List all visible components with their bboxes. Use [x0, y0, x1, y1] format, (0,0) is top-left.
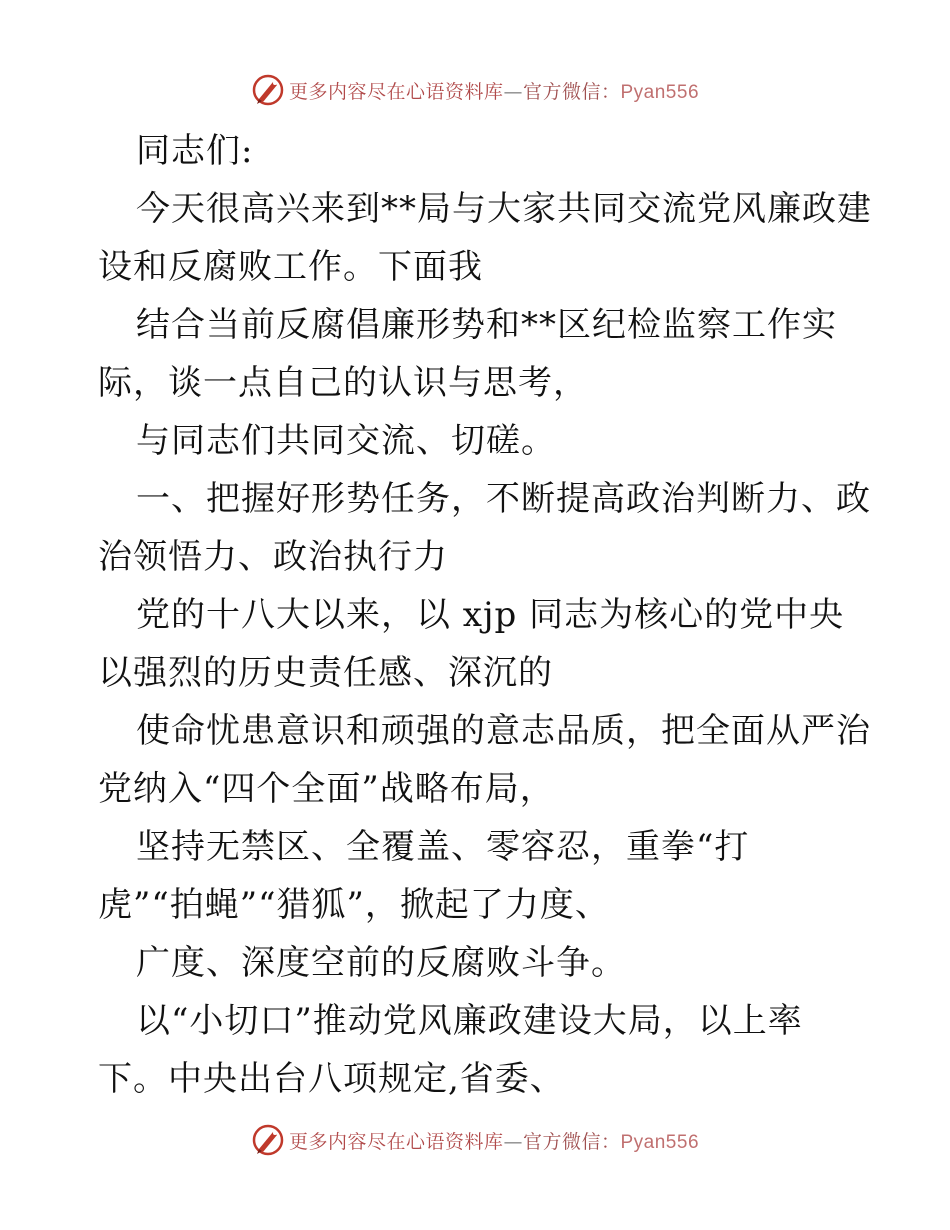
- paragraph-line: 设和反腐败工作。下面我: [98, 247, 483, 287]
- paragraph-line: 党纳入“四个全面”战略布局，: [98, 769, 555, 809]
- paragraph-line: 下。中央出台八项规定,省委、: [98, 1059, 565, 1099]
- paragraph-line: 一、把握好形势任务，不断提高政治判断力、政: [136, 479, 871, 519]
- watermark-wechat-id: Pyan556: [620, 81, 700, 103]
- watermark-main-text: 更多内容尽在心语资料库: [288, 80, 504, 103]
- watermark-wechat-label: 官方微信：: [522, 80, 621, 103]
- paragraph-line: 以“小切口”推动党风廉政建设大局，以上率: [136, 1001, 803, 1041]
- watermark-separator: —: [503, 80, 523, 103]
- paragraph-line: 治领悟力、政治执行力: [98, 537, 448, 577]
- paragraph-line: 以强烈的历史责任感、深沉的: [98, 653, 553, 693]
- header-watermark: [0, 70, 950, 110]
- paragraph-line: 结合当前反腐倡廉形势和**区纪检监察工作实: [136, 305, 837, 345]
- document-body: [98, 122, 872, 1108]
- paragraph-line: 际，谈一点自己的认识与思考，: [98, 363, 588, 403]
- footer-watermark: [0, 1120, 950, 1160]
- paragraph-line: 今天很高兴来到**局与大家共同交流党风廉政建: [136, 189, 872, 229]
- watermark-wechat-id: Pyan556: [620, 1131, 700, 1153]
- paragraph-line: 广度、深度空前的反腐败斗争。: [136, 943, 626, 983]
- paragraph-line: 坚持无禁区、全覆盖、零容忍，重拳“打: [136, 827, 750, 867]
- watermark-main-text: 更多内容尽在心语资料库: [288, 1130, 504, 1153]
- paragraph-line: 虎”“拍蝇”“猎狐”，掀起了力度、: [98, 885, 610, 925]
- paragraph-line: 与同志们共同交流、切磋。: [136, 421, 556, 461]
- paragraph-line: 同志们:: [136, 131, 254, 171]
- pen-logo-icon: [251, 73, 285, 107]
- watermark-separator: —: [503, 1130, 523, 1153]
- paragraph-line: 党的十八大以来，以 xjp 同志为核心的党中央: [136, 595, 845, 635]
- paragraph-line: 使命忧患意识和顽强的意志品质，把全面从严治: [136, 711, 871, 751]
- watermark-wechat-label: 官方微信：: [522, 1130, 621, 1153]
- pen-logo-icon: [251, 1123, 285, 1157]
